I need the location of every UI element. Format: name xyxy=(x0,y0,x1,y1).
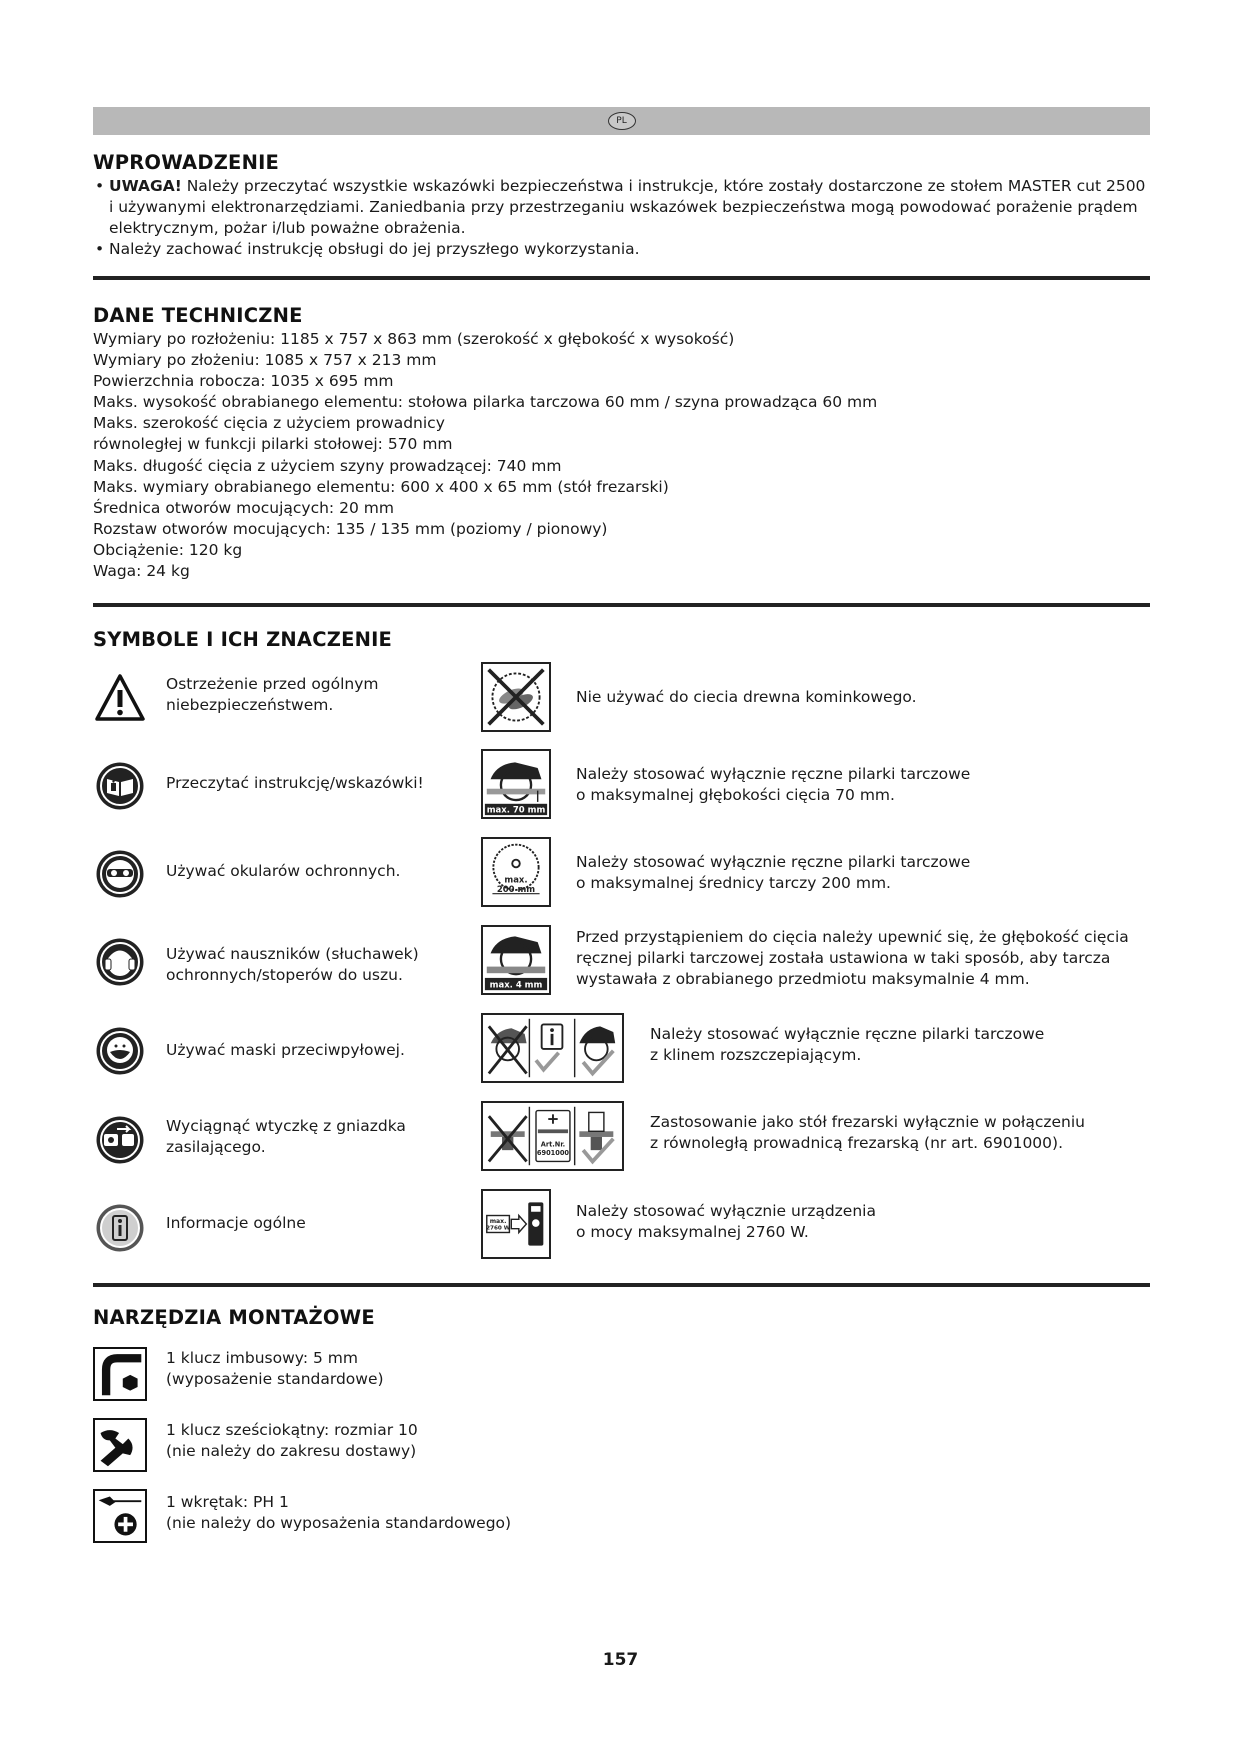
spec-line: Maks. długość cięcia z użyciem szyny prowadzącej: 740 mm xyxy=(93,456,562,475)
intro-bullet-1-line-1: Należy przeczytać wszystkie wskazówki bezpieczeństwa i instrukcje, które zostały dostarczone ze stołem MASTER cut 2500 xyxy=(181,177,1146,195)
unplug-icon xyxy=(95,1115,145,1165)
intro-body xyxy=(93,176,1150,260)
blade-protrusion-icon xyxy=(481,925,551,995)
ear-protection-icon xyxy=(95,937,145,987)
symbol-text-no-firewood: Nie używać do ciecia drewna kominkowego. xyxy=(576,688,917,706)
max-power-icon xyxy=(481,1189,551,1259)
symbols-title: SYMBOLE I ICH ZNACZENIE xyxy=(93,628,393,651)
spec-line: Rozstaw otworów mocujących: 135 / 135 mm (poziomy / pionowy) xyxy=(93,519,608,538)
depth-label: max. 70 mm xyxy=(486,804,546,815)
no-firewood-icon xyxy=(481,662,551,732)
read-manual-icon xyxy=(95,761,145,811)
warning-triangle-icon xyxy=(95,673,145,723)
spec-line: Wymiary po rozłożeniu: 1185 x 757 x 863 mm (szerokość x głębokość x wysokość) xyxy=(93,330,735,348)
spec-line: Powierzchnia robocza: 1035 x 695 mm xyxy=(93,372,394,391)
tech-specs xyxy=(93,329,1093,582)
tool-text-hex-wrench: 1 klucz sześciokątny: rozmiar 10 (nie należy do zakresu dostawy) xyxy=(166,1421,418,1460)
max-cut-depth-icon xyxy=(481,749,551,819)
symbol-text-max-power: Należy stosować wyłącznie urządzenia o mocy maksymalnej 2760 W. xyxy=(576,1202,876,1241)
diameter-label-1: max. xyxy=(504,874,528,885)
diameter-label-2: 200 mm xyxy=(496,883,536,894)
tech-title: DANE TECHNICZNE xyxy=(93,304,303,327)
section-divider xyxy=(93,276,1150,280)
language-badge: PL xyxy=(608,112,636,130)
tool-text-allen-key: 1 klucz imbusowy: 5 mm (wyposażenie standardowe) xyxy=(166,1349,384,1388)
art-label-1: Art.Nr. xyxy=(540,1140,566,1149)
spec-line: Wymiary po złożeniu: 1085 x 757 x 213 mm xyxy=(93,351,437,370)
symbol-text-router-table: Zastosowanie jako stół frezarski wyłącznie w połączeniu z równoległą prowadnicą frezarską (nr art. 6901000). xyxy=(650,1113,1085,1152)
max-blade-diameter-icon xyxy=(481,837,551,907)
intro-bullet-1-line-3: elektrycznym, pożar i/lub poważne obrażenia. xyxy=(109,219,466,237)
intro-bullet-2: • Należy zachować instrukcję obsługi do jej przyszłego wykorzystania. xyxy=(93,239,1150,260)
power-label-2: 2760 W xyxy=(486,1225,511,1232)
intro-bullet-1 xyxy=(93,176,1150,239)
symbol-text-warning: Ostrzeżenie przed ogólnym niebezpieczeństwem. xyxy=(166,675,379,714)
section-divider xyxy=(93,1283,1150,1287)
symbol-text-protrusion: Przed przystąpieniem do cięcia należy upewnić się, że głębokość cięcia ręcznej pilarki tarczowej została ustawiona w taki sposób, aby tarcza wystawała z obrabianego przedmiotu maksymalnie 4 mm. xyxy=(576,928,1129,988)
hex-wrench-icon xyxy=(93,1418,147,1472)
spec-line: Średnica otworów mocujących: 20 mm xyxy=(93,498,394,517)
symbol-text-info: Informacje ogólne xyxy=(166,1214,306,1232)
symbol-text-unplug: Wyciągnąć wtyczkę z gniazdka zasilającego. xyxy=(166,1117,406,1156)
section-divider xyxy=(93,603,1150,607)
symbol-text-read-manual: Przeczytać instrukcję/wskazówki! xyxy=(166,774,424,792)
tools-title: NARZĘDZIA MONTAŻOWE xyxy=(93,1306,375,1329)
symbol-text-riving-knife: Należy stosować wyłącznie ręczne pilarki tarczowe z klinem rozszczepiającym. xyxy=(650,1025,1045,1064)
intro-bullet-1-line-2: i używanymi elektronarzędziami. Zaniedbania przy przestrzeganiu wskazówek bezpieczeństwa mogą powodować porażenie prądem xyxy=(109,198,1138,216)
symbol-text-max-diameter: Należy stosować wyłącznie ręczne pilarki tarczowe o maksymalnej średnicy tarczy 200 mm. xyxy=(576,853,971,892)
spec-line: Maks. wysokość obrabianego elementu: stołowa pilarka tarczowa 60 mm / szyna prowadząca 60 mm xyxy=(93,393,878,412)
symbol-text-ear-protection: Używać nauszników (słuchawek) ochronnych/stoperów do uszu. xyxy=(166,945,419,984)
allen-key-icon xyxy=(93,1347,147,1401)
power-label-1: max. xyxy=(489,1218,507,1226)
spec-line: Maks. wymiary obrabianego elementu: 600 x 400 x 65 mm (stół frezarski) xyxy=(93,477,669,496)
header-band xyxy=(93,107,1150,135)
symbol-text-goggles: Używać okularów ochronnych. xyxy=(166,862,401,880)
screwdriver-icon xyxy=(93,1489,147,1543)
spec-line: Obciążenie: 120 kg xyxy=(93,540,243,559)
spec-line: Maks. szerokość cięcia z użyciem prowadnicy xyxy=(93,414,445,433)
symbol-text-max-depth: Należy stosować wyłącznie ręczne pilarki tarczowe o maksymalnej głębokości cięcia 70 mm. xyxy=(576,765,971,804)
warning-lead: UWAGA! xyxy=(109,177,182,195)
page-number: 157 xyxy=(602,1650,639,1670)
router-table-icon xyxy=(481,1101,624,1171)
art-label-2: 6901000 xyxy=(536,1148,570,1157)
intro-title: WPROWADZENIE xyxy=(93,151,280,174)
dust-mask-icon xyxy=(95,1026,145,1076)
spec-line: Waga: 24 kg xyxy=(93,562,190,581)
spec-line: równoległej w funkcji pilarki stołowej: 570 mm xyxy=(93,435,453,454)
tool-text-screwdriver: 1 wkrętak: PH 1 (nie należy do wyposażenia standardowego) xyxy=(166,1493,512,1532)
protrude-label: max. 4 mm xyxy=(489,979,543,990)
info-icon xyxy=(95,1203,145,1253)
safety-goggles-icon xyxy=(95,849,145,899)
symbol-text-dust-mask: Używać maski przeciwpyłowej. xyxy=(166,1041,405,1059)
riving-knife-icon xyxy=(481,1013,624,1083)
